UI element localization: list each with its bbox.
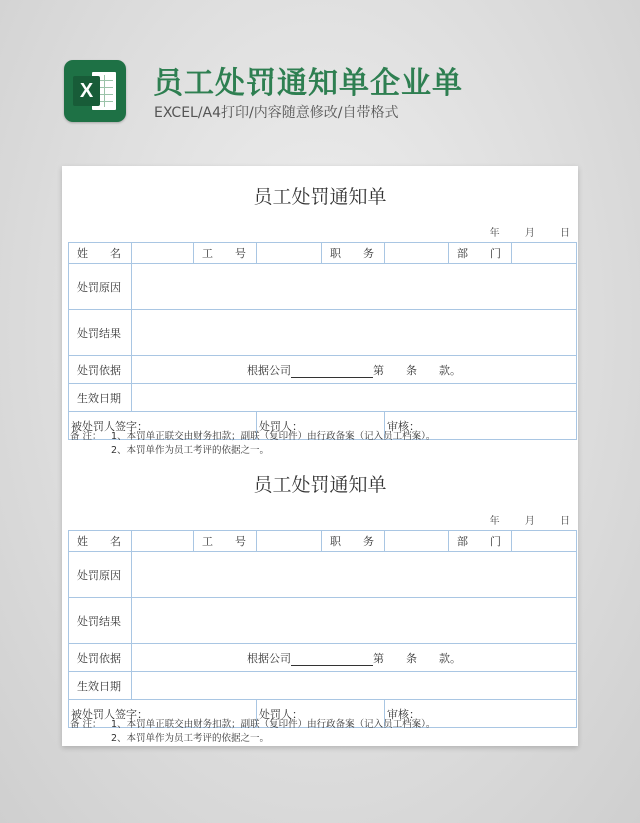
month-label: 月 <box>524 228 535 239</box>
name-field[interactable] <box>132 531 194 552</box>
notes-line-2: 2、本罚单作为员工考评的依据之一。 <box>111 445 270 456</box>
basis-end: 款。 <box>439 363 461 377</box>
basis-prefix: 根据公司 <box>247 651 291 665</box>
name-label: 姓 名 <box>69 243 132 264</box>
form-table <box>68 242 577 440</box>
notes <box>70 718 435 746</box>
reason-field[interactable] <box>132 552 577 598</box>
reviewer-label: 审核： <box>387 707 420 721</box>
result-field[interactable] <box>132 598 577 644</box>
effective-date-field[interactable] <box>132 672 577 700</box>
basis-prefix: 根据公司 <box>247 363 291 377</box>
excel-icon <box>64 60 126 122</box>
regulation-blank <box>291 655 373 666</box>
punisher-label: 处罚人： <box>259 419 303 433</box>
notes-line-1: 1、本罚单正联交由财务扣款；副联（复印件）由行政备案（记入员工档案）。 <box>111 719 436 730</box>
date-row <box>468 224 570 239</box>
department-field[interactable] <box>512 243 577 264</box>
department-field[interactable] <box>512 531 577 552</box>
basis-article: 第 <box>373 363 384 377</box>
employee-id-field[interactable] <box>257 531 322 552</box>
regulation-blank <box>291 367 373 378</box>
notes-label: 备 注： <box>70 431 102 442</box>
result-label: 处罚结果 <box>69 310 132 356</box>
notes-line-2: 2、本罚单作为员工考评的依据之一。 <box>111 733 270 744</box>
effective-date-label: 生效日期 <box>69 384 132 412</box>
notes-line-1: 1、本罚单正联交由财务扣款；副联（复印件）由行政备案（记入员工档案）。 <box>111 431 436 442</box>
name-field[interactable] <box>132 243 194 264</box>
result-label: 处罚结果 <box>69 598 132 644</box>
employee-id-field[interactable] <box>257 243 322 264</box>
name-label: 姓 名 <box>69 531 132 552</box>
notes-label: 备 注： <box>70 719 102 730</box>
subtitle: EXCEL/A4打印/内容随意修改/自带格式 <box>154 105 399 121</box>
basis-end: 款。 <box>439 651 461 665</box>
department-label: 部 门 <box>449 531 512 552</box>
effective-date-label: 生效日期 <box>69 672 132 700</box>
date-row <box>468 512 570 527</box>
punished-signature-label: 被处罚人签字： <box>71 419 148 433</box>
day-label: 日 <box>560 228 570 239</box>
department-label: 部 门 <box>449 243 512 264</box>
effective-date-field[interactable] <box>132 384 577 412</box>
header <box>64 58 624 128</box>
reason-label: 处罚原因 <box>69 552 132 598</box>
basis-label: 处罚依据 <box>69 356 132 384</box>
basis-field[interactable] <box>132 644 577 672</box>
reviewer-label: 审核： <box>387 419 420 433</box>
basis-clause: 条 <box>406 363 417 377</box>
position-field[interactable] <box>385 243 449 264</box>
position-label: 职 务 <box>322 243 385 264</box>
excel-badge: X <box>73 76 100 106</box>
punisher-label: 处罚人： <box>259 707 303 721</box>
employee-id-label: 工 号 <box>194 531 257 552</box>
employee-id-label: 工 号 <box>194 243 257 264</box>
month-label: 月 <box>524 516 535 527</box>
form-title: 员工处罚通知单 <box>253 474 387 496</box>
year-label: 年 <box>489 228 500 239</box>
notes <box>70 430 435 458</box>
basis-article: 第 <box>373 651 384 665</box>
reason-field[interactable] <box>132 264 577 310</box>
basis-field[interactable] <box>132 356 577 384</box>
result-field[interactable] <box>132 310 577 356</box>
reason-label: 处罚原因 <box>69 264 132 310</box>
day-label: 日 <box>560 516 570 527</box>
document-page <box>62 166 578 746</box>
basis-label: 处罚依据 <box>69 644 132 672</box>
form-title: 员工处罚通知单 <box>253 186 387 208</box>
position-label: 职 务 <box>322 531 385 552</box>
main-title: 员工处罚通知单企业单 <box>153 66 463 101</box>
position-field[interactable] <box>385 531 449 552</box>
basis-clause: 条 <box>406 651 417 665</box>
year-label: 年 <box>489 516 500 527</box>
form-table <box>68 530 577 728</box>
punished-signature-label: 被处罚人签字： <box>71 707 148 721</box>
